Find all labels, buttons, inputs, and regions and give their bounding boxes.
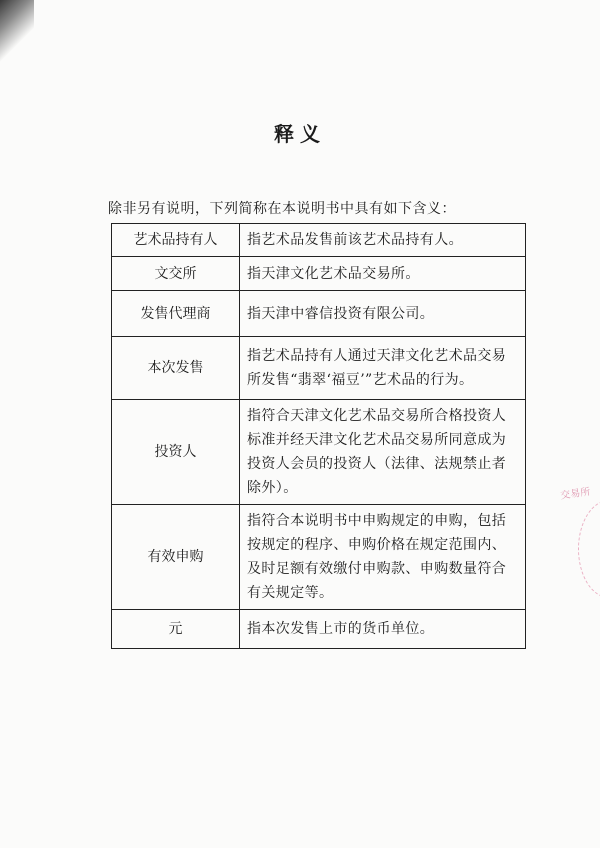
table-row <box>112 224 526 257</box>
term-cell: 艺术品持有人 <box>112 224 240 257</box>
scan-corner-shadow <box>0 0 34 70</box>
table-row <box>112 505 526 610</box>
seal-stamp: 交易所 <box>559 486 592 502</box>
term-cell: 元 <box>112 610 240 649</box>
intro-text: 除非另有说明，下列简称在本说明书中具有如下含义： <box>108 201 456 217</box>
table-row <box>112 257 526 291</box>
table-row <box>112 291 526 337</box>
table-row <box>112 337 526 400</box>
definition-cell: 指艺术品持有人通过天津文化艺术品交易所发售“翡翠‘福豆’”艺术品的行为。 <box>240 337 526 400</box>
term-cell: 有效申购 <box>112 505 240 610</box>
definition-cell: 指艺术品发售前该艺术品持有人。 <box>240 224 526 257</box>
term-cell: 发售代理商 <box>112 291 240 337</box>
term-cell: 投资人 <box>112 400 240 505</box>
page-title: 释义 <box>274 122 326 146</box>
table-row <box>112 400 526 505</box>
definition-cell: 指符合本说明书中申购规定的申购，包括按规定的程序、申购价格在规定范围内、及时足额有效缴付申购款、申购数量符合有关规定等。 <box>240 505 526 610</box>
definition-cell: 指符合天津文化艺术品交易所合格投资人标准并经天津文化艺术品交易所同意成为投资人会员的投资人（法律、法规禁止者除外）。 <box>240 400 526 505</box>
definition-cell: 指天津中睿信投资有限公司。 <box>240 291 526 337</box>
definition-cell: 指本次发售上市的货币单位。 <box>240 610 526 649</box>
term-cell: 文交所 <box>112 257 240 291</box>
term-cell: 本次发售 <box>112 337 240 400</box>
definition-cell: 指天津文化艺术品交易所。 <box>240 257 526 291</box>
table-row <box>112 610 526 649</box>
definitions-table <box>111 223 526 649</box>
